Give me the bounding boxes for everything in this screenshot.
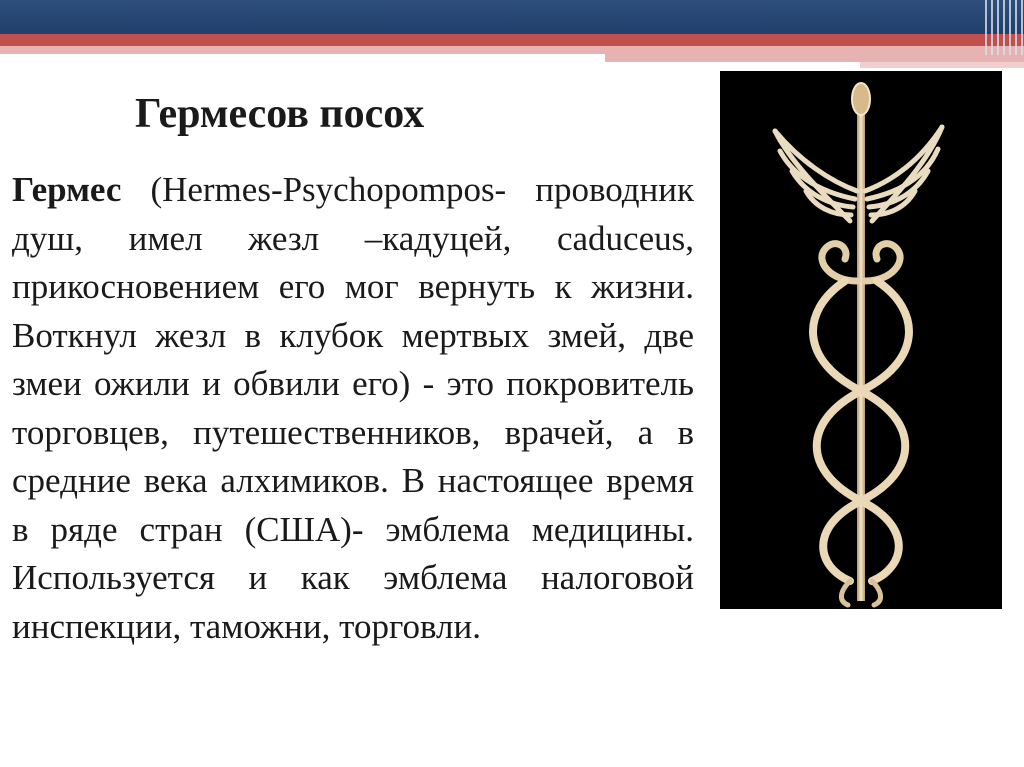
header-band-pink xyxy=(0,46,1024,54)
staff xyxy=(857,111,865,601)
header-band-step xyxy=(605,54,1024,62)
body-term: Гермес xyxy=(12,170,122,209)
header-band-blue xyxy=(0,0,1024,34)
header-band-stripes xyxy=(985,0,1024,55)
body-paragraph xyxy=(12,166,694,651)
header-band-red xyxy=(0,34,1024,46)
slide-title: Гермесов посох xyxy=(135,91,425,137)
tail-left xyxy=(841,581,850,605)
header-band-step-light xyxy=(860,62,1024,68)
caduceus-icon xyxy=(720,71,1002,609)
right-wing xyxy=(865,127,942,221)
snake-head-right xyxy=(865,244,900,281)
snake-head-left xyxy=(822,244,857,281)
caduceus-image xyxy=(720,71,1002,609)
tail-right xyxy=(872,581,881,605)
left-wing xyxy=(775,131,857,221)
body-text: (Hermes-Psychopompos- проводник душ, имел жезл –кадуцей, caduceus, прикосновением его мог вернуть к жизни. Воткнул жезл в клубок мертвых змей, две змеи ожили и обвили его) - это покровитель торговцев, путешественников, врачей, а в средние века алхимиков. В настоящее время в ряде стран (США)- эмблема медицины. Используется и как эмблема налоговой инспекции, таможни, торговли. xyxy=(12,170,695,646)
staff-knob xyxy=(852,83,870,115)
